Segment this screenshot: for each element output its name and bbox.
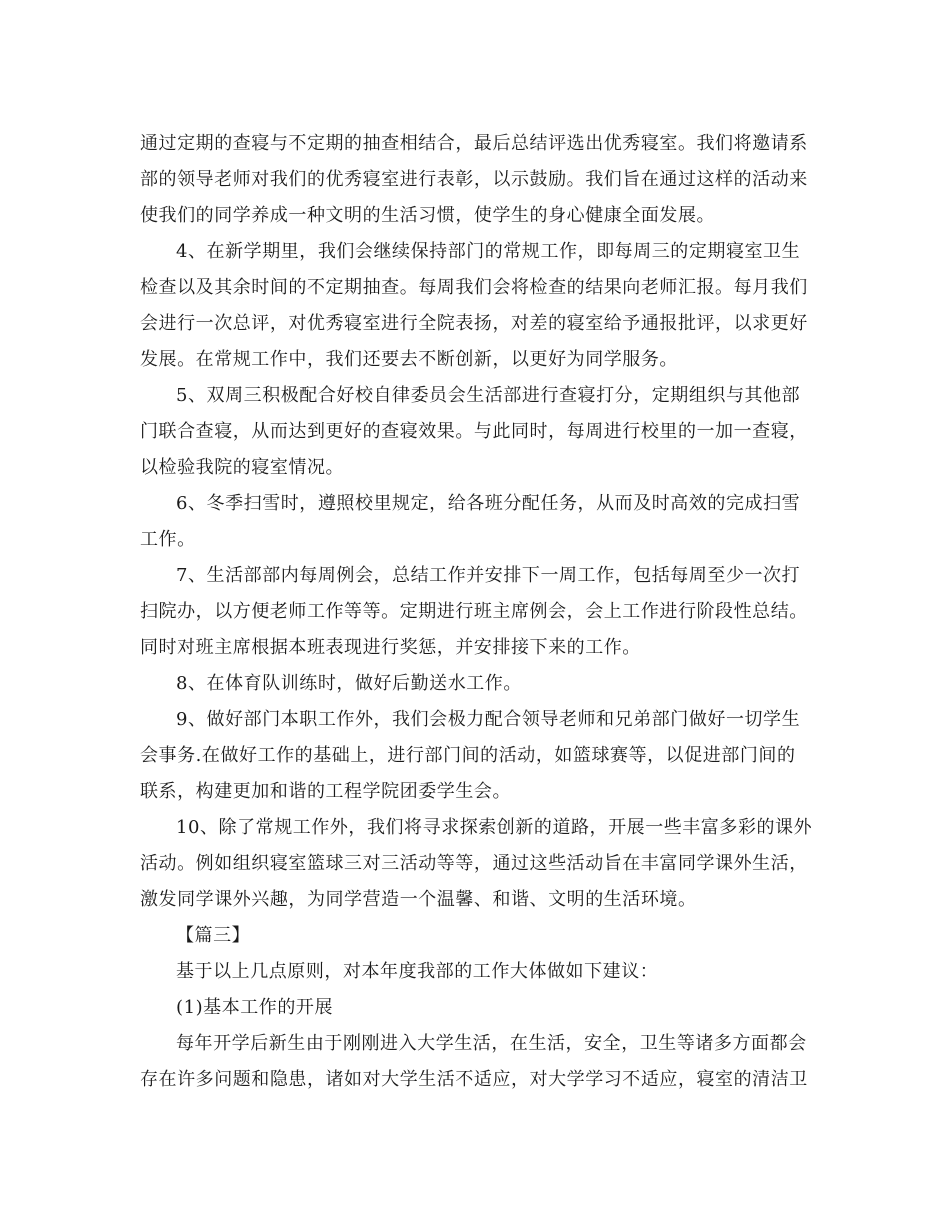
text-line: 激发同学课外兴趣，为同学营造一个温馨、和谐、文明的生活环境。: [140, 889, 697, 910]
text-line: 使我们的同学养成一种文明的生活习惯，使学生的身心健康全面发展。: [140, 205, 716, 226]
text-line: 8、在体育队训练时，做好后勤送水工作。: [176, 673, 522, 694]
paragraph-item-9: [140, 702, 810, 810]
paragraph-item-7: [140, 558, 810, 666]
text-line: 会事务.在做好工作的基础上，进行部门间的活动，如篮球赛等，以促进部门间的: [140, 745, 796, 766]
text-line: 发展。在常规工作中，我们还要去不断创新，以更好为同学服务。: [140, 349, 678, 370]
text-line: 7、生活部部内每周例会，总结工作并安排下一周工作，包括每周至少一次打: [176, 565, 801, 586]
text-line: 联系，构建更加和谐的工程学院团委学生会。: [140, 781, 511, 802]
text-line: 每年开学后新生由于刚刚进入大学生活，在生活，安全，卫生等诸多方面都会: [176, 1033, 807, 1054]
text-line: 5、双周三积极配合好校自律委员会生活部进行查寝打分，定期组织与其他部: [176, 385, 801, 406]
text-line: 通过定期的查寝与不定期的抽查相结合，最后总结评选出优秀寝室。我们将邀请系: [140, 133, 808, 154]
text-line: 10、除了常规工作外，我们将寻求探索创新的道路，开展一些丰富多彩的课外: [176, 817, 813, 838]
text-line: 会进行一次总评，对优秀寝室进行全院表扬，对差的寝室给予通报批评，以求更好: [140, 313, 808, 334]
text-line: 工作。: [140, 529, 196, 550]
text-line: 基于以上几点原则，对本年度我部的工作大体做如下建议：: [176, 961, 659, 982]
text-line: 存在许多问题和隐患，诸如对大学生活不适应，对大学学习不适应，寝室的清洁卫: [140, 1069, 808, 1090]
text-line: 9、做好部门本职工作外，我们会极力配合领导老师和兄弟部门做好一切学生: [176, 709, 801, 730]
paragraph-item-4: [140, 234, 810, 378]
paragraph-section-3: [140, 918, 810, 954]
text-line: (1)基本工作的开展: [176, 997, 333, 1018]
paragraph-newstudents: [140, 1026, 810, 1098]
text-line: 检查以及其余时间的不定期抽查。每周我们会将检查的结果向老师汇报。每月我们: [140, 277, 808, 298]
text-line: 以检验我院的寝室情况。: [140, 457, 345, 478]
text-line: 【篇三】: [176, 925, 251, 946]
text-line: 门联合查寝，从而达到更好的查寝效果。与此同时，每周进行校里的一加一查寝，: [140, 421, 808, 442]
paragraph-intro-cont: [140, 126, 810, 234]
paragraph-suggest: [140, 954, 810, 990]
document-body: [140, 126, 813, 1098]
paragraph-sub-1: [140, 990, 810, 1026]
text-line: 部的领导老师对我们的优秀寝室进行表彰，以示鼓励。我们旨在通过这样的活动来: [140, 169, 808, 190]
paragraph-item-10: [140, 810, 813, 918]
text-line: 同时对班主席根据本班表现进行奖惩，并安排接下来的工作。: [140, 637, 641, 658]
paragraph-item-8: [140, 666, 810, 702]
text-line: 扫院办，以方便老师工作等等。定期进行班主席例会，会上工作进行阶段性总结。: [140, 601, 808, 622]
text-line: 4、在新学期里，我们会继续保持部门的常规工作，即每周三的定期寝室卫生: [176, 241, 801, 262]
paragraph-item-5: [140, 378, 810, 486]
text-line: 6、冬季扫雪时，遵照校里规定，给各班分配任务，从而及时高效的完成扫雪: [176, 493, 801, 514]
text-line: 活动。例如组织寝室篮球三对三活动等等，通过这些活动旨在丰富同学课外生活，: [140, 853, 808, 874]
paragraph-item-6: [140, 486, 810, 558]
